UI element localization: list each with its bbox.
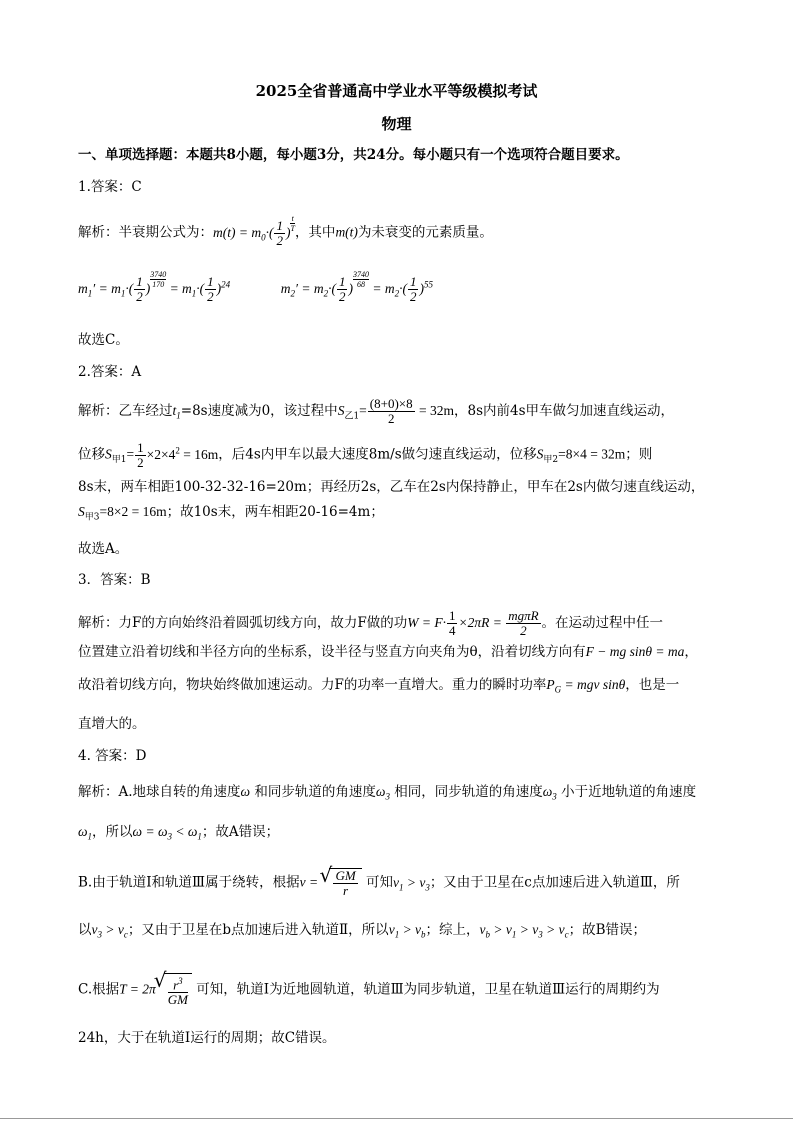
q4-line-1: 解析：A.地球自转的角速度ω 和同步轨道的角速度$\omega_3$ 相同，同步轨道的角速度$\omega_3$ 小于近地轨道的角速度 xyxy=(78,784,697,802)
half-life-formula: $m(t) = m_0\cdot$( $\frac{1}{2}$ ) $\frac{t}{T}$ xyxy=(213,214,295,248)
q4-line-5: C.根据T = 2π √ $\frac{r^3}{GM}$ 可知，轨道Ⅰ为近地圆轨道，轨道Ⅲ为同步轨道，卫星在轨道Ⅲ运行的周期约为 xyxy=(78,973,660,1007)
exam-title: 2025全省普通高中学业水平等级模拟考试 xyxy=(255,82,538,100)
q3-line-3: 故沿着切线方向，物块始终做加速运动。力F的功率一直增大。重力的瞬时功率$P_G$ = mgv sinθ，也是一 xyxy=(78,677,680,695)
section-heading: 一、单项选择题：本题共8小题，每小题3分，共24分。每小题只有一个选项符合题目要求。 xyxy=(78,147,629,163)
q1-analysis: 解析：半衰期公式为：$m(t) = m_0\cdot$( $\frac{1}{2}$ ) $\frac{t}{T}$ ，其中m(t)为未衰变的元素质量。 xyxy=(78,214,493,248)
q1-equations xyxy=(78,270,433,304)
q2-line-3: 8s末，两车相距100-32-32-16=20m；再经历2s，乙车在2s内保持静止，甲车在2s内做匀速直线运动， xyxy=(78,479,705,495)
q2-line-4: $S_{甲3}=8\times 2 = 16m$；故10s末，两车相距20-16=4m； xyxy=(78,504,384,523)
q4-line-6: 24h，大于在轨道Ⅰ运行的周期；故C错误。 xyxy=(78,1030,336,1046)
q4-line-4: 以$v_3 > v_c$；又由于卫星在b点加速后进入轨道Ⅱ，所以$v_1 > v_b$；综上，$v_b > v_1 > v_3 > v_c$；故B错误； xyxy=(78,922,647,940)
q2-line-1: 解析：乙车经过$t_1=8s$速度减为0，该过程中$S_{乙1}=$ $\frac{(8+0)\times 8}{2}$ = 32m，8s内前4s甲车做匀加速直线运动， xyxy=(78,396,675,426)
q3-line-1: 解析：力F的方向始终沿着圆弧切线方向，故力F做的功W = F· $\frac{1}{4}$ ×2πR = $\frac{\text{mgπR}}{2}$ 。在运动过程中任一 xyxy=(78,608,664,638)
q2-answer: 2.答案：A xyxy=(78,364,142,380)
q1-equation-1: $m_1' = m_1\cdot$( $\frac{1}{2}$ ) $\frac{3740}{170}$ = $m_1\cdot$( $\frac{1}{2}$ )$^{24}$ xyxy=(78,270,231,304)
q4-line-3: B.由于轨道Ⅰ和轨道Ⅲ属于绕转，根据v = √ $\frac{GM}{r}$ 可知$v_1 > v_3$；又由于卫星在c点加速后进入轨道Ⅲ，所 xyxy=(78,868,680,898)
q1-equation-2: $m_2' = m_2\cdot$( $\frac{1}{2}$ ) $\frac{3740}{68}$ = $m_2\cdot$( $\frac{1}{2}$ )$^{55}$ xyxy=(280,270,433,304)
q3-answer: 3．答案：B xyxy=(78,572,151,588)
q2-line-2: 位移$S_{甲1}=$ $\frac{1}{2}$ $\times 2\times 4^2 = 16m$，后4s内甲车以最大速度8m/s做匀速直线运动，位移$S_{甲2}=8\times 4 = 32m$；则 xyxy=(78,439,653,470)
q4-answer: 4. 答案：D xyxy=(78,748,147,764)
q1-answer: 1.答案：C xyxy=(78,179,142,195)
q3-line-4: 直增大的。 xyxy=(78,716,146,732)
subject-title: 物理 xyxy=(381,115,412,133)
q2-conclusion: 故选A。 xyxy=(78,541,129,557)
q4-line-2: $\omega_1$，所以$\omega = \omega_3 < \omega_1$；故A错误； xyxy=(78,824,280,842)
q3-line-2: 位置建立沿着切线和半径方向的坐标系，设半径与竖直方向夹角为θ，沿着切线方向有F − mg sinθ = ma， xyxy=(78,644,698,660)
page-bottom-rule xyxy=(0,1118,793,1119)
q1-conclusion: 故选C。 xyxy=(78,332,129,348)
